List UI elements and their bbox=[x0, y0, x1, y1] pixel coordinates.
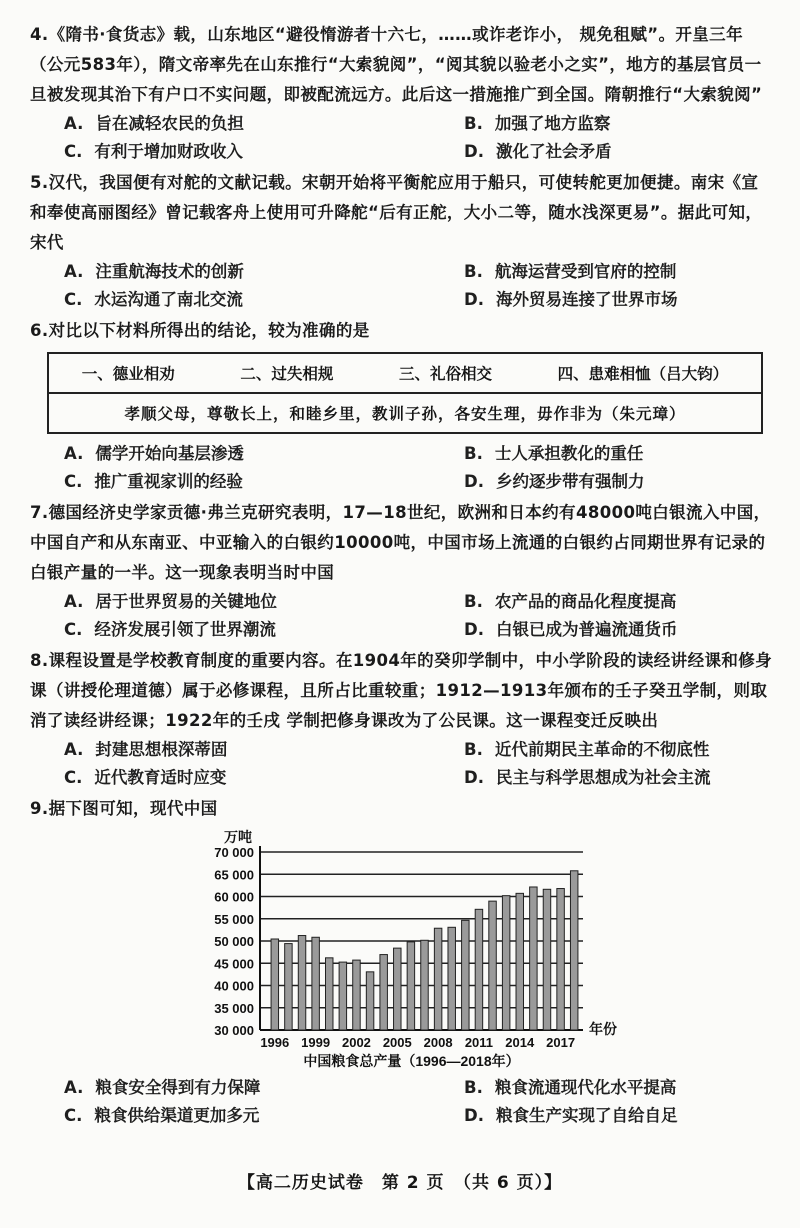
question-number: 4. bbox=[30, 25, 49, 44]
bar bbox=[489, 901, 496, 1030]
question-stem: 《隋书·食货志》载，山东地区“避役惰游者十六七，……或诈老诈小， 规免租赋”。开皇三年（公元583年），隋文帝率先在山东推行“大索貌阅”，“阅其貌以验老小之实”，地方的基层官员一旦被发现其治下有户口不实问题，即被配流远方。此后这一措施推广到全国。隋朝推行“大索貌阅” bbox=[30, 25, 763, 104]
bar bbox=[339, 962, 346, 1030]
chart-title: 中国粮食总产量（1996—2018年） bbox=[303, 1053, 520, 1069]
x-tick-label: 2008 bbox=[423, 1035, 453, 1050]
y-tick-label: 55 000 bbox=[214, 911, 254, 927]
bar bbox=[502, 896, 509, 1030]
option-c[interactable]: C. 有利于增加财政收入 bbox=[64, 142, 243, 161]
question-stem: 据下图可知，现代中国 bbox=[48, 799, 218, 818]
y-axis-label: 万吨 bbox=[224, 829, 252, 845]
question-4 bbox=[30, 20, 775, 166]
option-d[interactable]: D. 粮食生产实现了自给自足 bbox=[464, 1106, 678, 1125]
bar bbox=[448, 927, 455, 1030]
question-number: 6. bbox=[30, 321, 49, 340]
question-number: 9. bbox=[30, 799, 49, 818]
bar bbox=[570, 871, 577, 1030]
question-7 bbox=[30, 498, 775, 644]
option-a[interactable]: A. 注重航海技术的创新 bbox=[64, 262, 244, 281]
page-footer: 【高二历史试卷 第 2 页 （共 6 页）】 bbox=[237, 1173, 563, 1193]
options bbox=[30, 1074, 775, 1130]
option-b[interactable]: B. 士人承担教化的重任 bbox=[464, 444, 644, 463]
x-tick-label: 2002 bbox=[341, 1035, 371, 1050]
options bbox=[30, 440, 775, 496]
table-row bbox=[49, 354, 761, 394]
option-d[interactable]: D. 海外贸易连接了世界市场 bbox=[464, 290, 678, 309]
x-tick-label: 1999 bbox=[301, 1035, 331, 1050]
question-stem: 汉代，我国便有对舵的文献记载。宋朝开始将平衡舵应用于船只，可使转舵更加便捷。南宋《宣和奉使高丽图经》曾记载客舟上使用可升降舵“后有正舵，大小二等，随水浅深更易”。据此可知，宋代 bbox=[30, 173, 763, 252]
question-number: 5. bbox=[30, 173, 49, 192]
option-c[interactable]: C. 经济发展引领了世界潮流 bbox=[64, 620, 276, 639]
question-stem: 课程设置是学校教育制度的重要内容。在1904年的癸卯学制中，中小学阶段的读经讲经课和修身课（讲授伦理道德）属于必修课程，且所占比重较重；1912—1913年颁布的壬子癸丑学制，则取消了读经讲经课；1922年的壬戌 学制把修身课改为了公民课。这一课程变迁反映出 bbox=[30, 651, 773, 730]
bar bbox=[516, 893, 523, 1030]
option-d[interactable]: D. 激化了社会矛盾 bbox=[464, 142, 612, 161]
bar bbox=[285, 944, 292, 1030]
y-tick-label: 40 000 bbox=[214, 978, 254, 994]
y-tick-label: 60 000 bbox=[214, 889, 254, 905]
option-a[interactable]: A. 旨在减轻农民的负担 bbox=[64, 114, 244, 133]
y-tick-label: 65 000 bbox=[214, 867, 254, 883]
options bbox=[30, 258, 775, 314]
option-a[interactable]: A. 粮食安全得到有力保障 bbox=[64, 1078, 261, 1097]
bar bbox=[298, 936, 305, 1030]
x-tick-label: 1996 bbox=[260, 1035, 290, 1050]
bar bbox=[557, 889, 564, 1030]
question-6 bbox=[30, 316, 775, 496]
bar bbox=[353, 960, 360, 1030]
option-a[interactable]: A. 儒学开始向基层渗透 bbox=[64, 444, 244, 463]
x-axis-label: 年份 bbox=[589, 1021, 617, 1037]
option-b[interactable]: B. 加强了地方监察 bbox=[464, 114, 611, 133]
options bbox=[30, 736, 775, 792]
option-c[interactable]: C. 近代教育适时应变 bbox=[64, 768, 227, 787]
table-row bbox=[49, 394, 761, 432]
y-tick-label: 50 000 bbox=[214, 934, 254, 949]
option-d[interactable]: D. 白银已成为普遍流通货币 bbox=[464, 620, 678, 639]
option-b[interactable]: B. 农产品的商品化程度提高 bbox=[464, 592, 677, 611]
options bbox=[30, 588, 775, 644]
grain-output-chart bbox=[30, 824, 775, 1074]
option-c[interactable]: C. 水运沟通了南北交流 bbox=[64, 290, 243, 309]
x-tick-label: 2005 bbox=[382, 1035, 412, 1050]
option-c[interactable]: C. 粮食供给渠道更加多元 bbox=[64, 1106, 260, 1125]
bar bbox=[394, 948, 401, 1030]
y-tick-label: 30 000 bbox=[214, 1023, 254, 1038]
x-tick-label: 2017 bbox=[546, 1035, 576, 1050]
option-b[interactable]: B. 粮食流通现代化水平提高 bbox=[464, 1078, 677, 1097]
bar bbox=[475, 909, 482, 1030]
option-a[interactable]: A. 居于世界贸易的关键地位 bbox=[64, 592, 277, 611]
bar bbox=[312, 937, 319, 1030]
bar-chart bbox=[30, 824, 775, 1074]
table-cell: 一、德业相劝 bbox=[81, 364, 175, 383]
question-number: 8. bbox=[30, 651, 49, 670]
bar bbox=[325, 958, 332, 1030]
exam-page bbox=[30, 20, 775, 1132]
bar bbox=[421, 940, 428, 1030]
option-c[interactable]: C. 推广重视家训的经验 bbox=[64, 472, 243, 491]
option-d[interactable]: D. 民主与科学思想成为社会主流 bbox=[464, 768, 711, 787]
material-table bbox=[47, 352, 763, 434]
bar bbox=[271, 939, 278, 1030]
y-tick-label: 35 000 bbox=[214, 1000, 254, 1016]
question-stem: 对比以下材料所得出的结论，较为准确的是 bbox=[48, 321, 370, 340]
question-5 bbox=[30, 168, 775, 314]
question-stem: 德国经济史学家贡德·弗兰克研究表明，17—18世纪，欧洲和日本约有48000吨白银流入中国，中国自产和从东南亚、中亚输入的白银约10000吨，中国市场上流通的白银约占同期世界有记录的白银产量的一半。这一现象表明当时中国 bbox=[30, 503, 771, 582]
option-b[interactable]: B. 近代前期民主革命的不彻底性 bbox=[464, 740, 710, 759]
options bbox=[30, 110, 775, 166]
option-d[interactable]: D. 乡约逐步带有强制力 bbox=[464, 472, 645, 491]
bar bbox=[530, 887, 537, 1030]
bar bbox=[407, 942, 414, 1030]
question-8 bbox=[30, 646, 775, 792]
option-b[interactable]: B. 航海运营受到官府的控制 bbox=[464, 262, 677, 281]
y-tick-label: 45 000 bbox=[214, 956, 254, 972]
table-cell: 二、过失相规 bbox=[240, 364, 334, 383]
option-a[interactable]: A. 封建思想根深蒂固 bbox=[64, 740, 228, 759]
question-number: 7. bbox=[30, 503, 49, 522]
bar bbox=[462, 920, 469, 1030]
table-cell: 四、患难相恤（吕大钧） bbox=[557, 364, 729, 383]
table-cell: 孝顺父母，尊敬长上，和睦乡里，教训子孙，各安生理，毋作非为（朱元璋） bbox=[124, 404, 686, 423]
question-9 bbox=[30, 794, 775, 1130]
bar bbox=[434, 928, 441, 1030]
x-tick-label: 2011 bbox=[464, 1035, 494, 1050]
y-tick-label: 70 000 bbox=[214, 845, 254, 860]
bar bbox=[380, 955, 387, 1030]
bar bbox=[543, 889, 550, 1030]
x-tick-label: 2014 bbox=[505, 1035, 535, 1050]
bar bbox=[366, 972, 373, 1030]
table-cell: 三、礼俗相交 bbox=[399, 364, 493, 383]
